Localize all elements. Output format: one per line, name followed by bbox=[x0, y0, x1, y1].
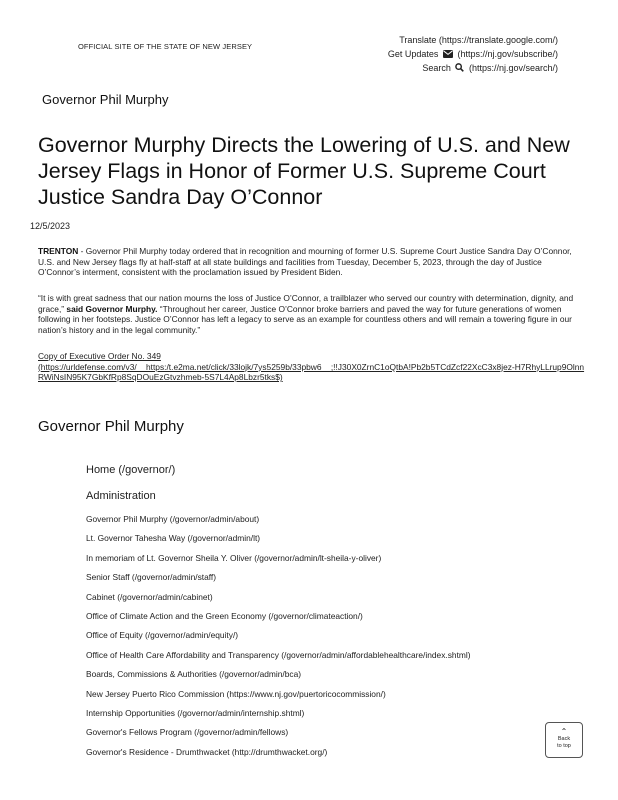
utility-links bbox=[388, 33, 558, 75]
footer-brand: Governor Phil Murphy bbox=[38, 418, 184, 435]
quote-part-2: “Throughout her career, Justice O’Connor broke barriers and paved the way for future generations of women following in her footsteps. Justice O’Connor has left a legacy to serve as an example for countless others and will remain a towering figure in our nation’s history and in the legal community.” bbox=[38, 303, 572, 335]
article-date: 12/5/2023 bbox=[30, 221, 71, 231]
search-link[interactable] bbox=[388, 61, 558, 75]
nav-item[interactable]: Governor's Residence - Drumthwacket (http://drumthwacket.org/) bbox=[86, 746, 328, 757]
get-updates-link[interactable] bbox=[388, 47, 558, 61]
search-url: (https://nj.gov/search/) bbox=[468, 63, 558, 73]
nav-item[interactable]: Office of Equity (/governor/admin/equity/) bbox=[86, 630, 239, 641]
footer-nav bbox=[86, 464, 566, 766]
search-icon bbox=[455, 63, 464, 72]
nav-item[interactable]: Senior Staff (/governor/admin/staff) bbox=[86, 572, 217, 583]
nav-home-link[interactable]: Home (/governor/) bbox=[86, 464, 176, 476]
article-title: Governor Murphy Directs the Lowering of U.S. and New Jersey Flags in Honor of Former U.S. Supreme Court Justice Sandra Day O’Connor bbox=[38, 133, 570, 209]
nav-item[interactable]: Cabinet (/governor/admin/cabinet) bbox=[86, 591, 213, 602]
executive-order-link-url[interactable]: (https://urldefense.com/v3/__https:/t.e2ma.net/click/33lojk/7ys5259b/33pbw6__;!!J30X0ZrnC1oQtbA!Pb2b5TCdZcf22XcC3x8jez-H7RhyLLrup9OlnnRWiNsIN95K7GbKfRp8SqDOuEzGtvzhmeb-5S7L4Ap8Lbzr5tks$) bbox=[38, 361, 585, 383]
executive-order-link-text[interactable]: Copy of Executive Order No. 349 bbox=[38, 351, 161, 361]
official-site-label: OFFICIAL SITE OF THE STATE OF NEW JERSEY bbox=[78, 42, 253, 51]
translate-link[interactable]: Translate (https://translate.google.com/) bbox=[399, 35, 558, 45]
get-updates-url: (https://nj.gov/subscribe/) bbox=[457, 49, 558, 59]
envelope-icon bbox=[443, 50, 453, 58]
article-paragraph-2 bbox=[38, 293, 586, 335]
quote-part-1: “It is with great sadness that our nation mourns the loss of Justice O’Connor, a trailblazer who served our country with determination, dignity, and grace,” bbox=[38, 293, 574, 314]
back-to-top-label-1: Back bbox=[557, 736, 571, 742]
back-to-top-label-2: to top bbox=[557, 743, 571, 749]
nav-item[interactable]: Boards, Commissions & Authorities (/governor/admin/bca) bbox=[86, 669, 302, 680]
executive-order-link[interactable] bbox=[38, 351, 586, 383]
article-paragraph-1 bbox=[38, 246, 586, 278]
nav-item[interactable]: Office of Climate Action and the Green Economy (/governor/climateaction/) bbox=[86, 610, 363, 621]
nav-item[interactable]: Governor Phil Murphy (/governor/admin/about) bbox=[86, 514, 260, 524]
site-brand[interactable]: Governor Phil Murphy bbox=[42, 92, 169, 107]
chevron-up-icon: ⌃ bbox=[560, 727, 568, 736]
nav-item[interactable]: New Jersey Puerto Rico Commission (https://www.nj.gov/puertoricocommission/) bbox=[86, 688, 386, 699]
get-updates-label: Get Updates bbox=[387, 49, 439, 59]
nav-item[interactable]: Internship Opportunities (/governor/admin/internship.shtml) bbox=[86, 707, 305, 718]
back-to-top-button[interactable] bbox=[545, 722, 583, 758]
nav-item[interactable]: Office of Health Care Affordability and Transparency (/governor/admin/affordablehealthcare/index.shtml) bbox=[86, 649, 471, 660]
attribution: said Governor Murphy. bbox=[64, 303, 158, 314]
paragraph-1-body: - Governor Phil Murphy today ordered that in recognition and mourning of former U.S. Supreme Court Justice Sandra Day O’Connor, U.S. and New Jersey flags fly at half-staff at all state buildings and facilities from Tuesday, December 5, 2023, through the day of Justice O’Connor’s interment, consistent with the proclamation issued by President Biden. bbox=[38, 246, 572, 278]
nav-item[interactable]: Governor's Fellows Program (/governor/admin/fellows) bbox=[86, 727, 289, 738]
nav-item[interactable]: Lt. Governor Tahesha Way (/governor/admin/lt) bbox=[86, 533, 261, 544]
nav-section-administration: Administration bbox=[86, 490, 156, 502]
dateline: TRENTON bbox=[38, 246, 79, 256]
search-label: Search bbox=[422, 63, 451, 73]
nav-item[interactable]: In memoriam of Lt. Governor Sheila Y. Oliver (/governor/admin/lt-sheila-y-oliver) bbox=[86, 552, 382, 563]
